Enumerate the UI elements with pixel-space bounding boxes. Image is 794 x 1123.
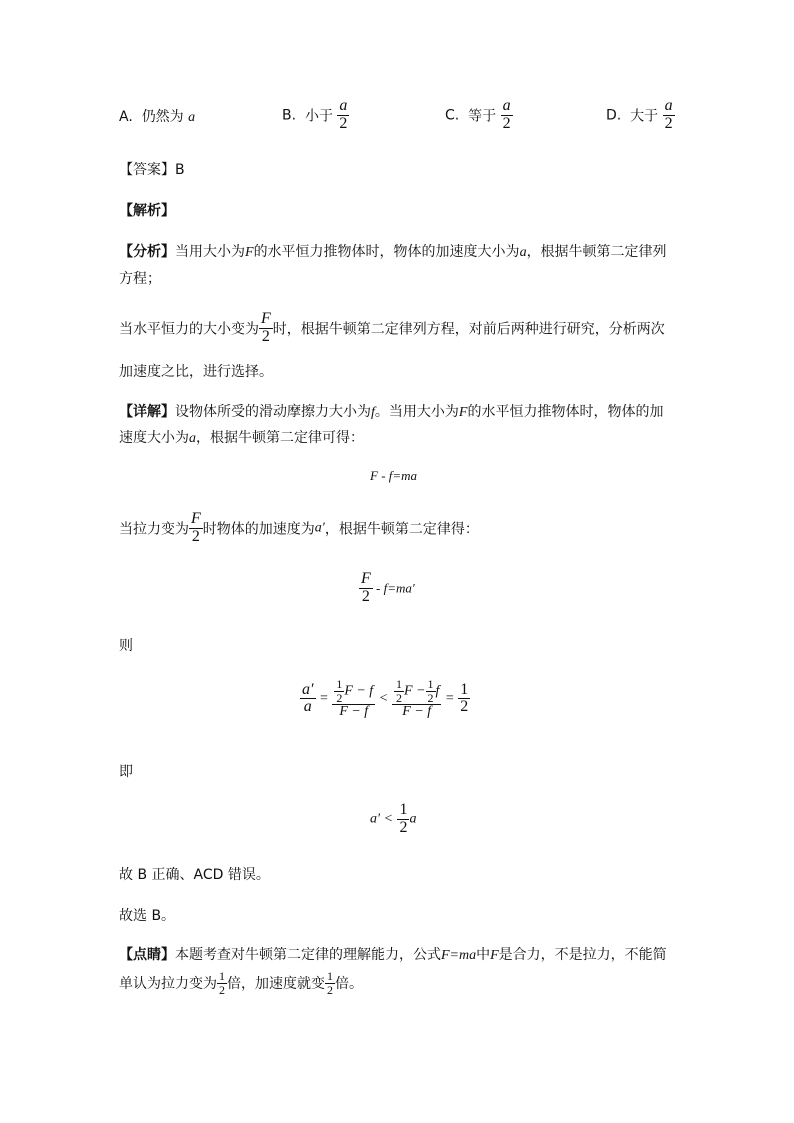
option-a: A. 仍然为 a [119, 109, 196, 125]
xiangjie-line-2: 速度大小为a，根据牛顿第二定律可得： [119, 430, 364, 446]
dianjing-line-1: 【点睛】本题考查对牛顿第二定律的理解能力，公式F=ma中F是合力，不是拉力，不能简 [119, 947, 667, 963]
dianjing-fraction-1: $\frac{1}{2}$ [219, 969, 225, 997]
conclusion-1: 故 B 正确、ACD 错误。 [119, 867, 270, 883]
analysis-heading: 【解析】 [119, 203, 175, 219]
ratio-equation: $\frac{a'}{a}$ = $\frac{1}{2}$ F − f F − f < $\frac{1}{2}$ F − $\frac{1}{2}$ f F − f = $\frac{1}{2}$ [302, 677, 469, 720]
equation-2: $\frac{F}{2}$ - f=ma′ [361, 570, 415, 605]
equation-2-fraction: $\frac{F}{2}$ [361, 570, 371, 605]
option-d: D. 大于 $\frac{a}{2}$ [606, 97, 673, 132]
inequality: a′ < $\frac{1}{2}$ a [370, 801, 417, 836]
fenxi-line-3: 当水平恒力的大小变为 $\frac{F}{2}$ 时，根据牛顿第二定律列方程，对前后两种进行研究，分析两次 [119, 310, 665, 345]
option-d-fraction: $\frac{a}{2}$ [664, 97, 673, 132]
ratio-term-2: $\frac{1}{2}$ F − $\frac{1}{2}$ f F − f [392, 678, 441, 720]
option-b-fraction: $\frac{a}{2}$ [339, 97, 348, 132]
xiangjie-line-3: 当拉力变为 $\frac{F}{2}$ 时物体的加速度为a′，根据牛顿第二定律得： [119, 510, 479, 545]
option-c: C. 等于 $\frac{a}{2}$ [445, 97, 511, 132]
inequality-fraction: $\frac{1}{2}$ [399, 801, 408, 836]
ratio-term-1: $\frac{1}{2}$ F − f F − f [332, 678, 375, 720]
answer-line: 【答案】B [119, 162, 185, 178]
equation-1: F - f=ma [370, 468, 418, 483]
fenxi-line-4: 加速度之比，进行选择。 [119, 364, 273, 380]
fenxi-fraction: $\frac{F}{2}$ [261, 310, 271, 345]
option-c-fraction: $\frac{a}{2}$ [502, 97, 511, 132]
ji-label: 即 [119, 764, 133, 780]
fenxi-line-2: 方程； [119, 271, 161, 287]
dianjing-line-2: 单认为拉力变为 $\frac{1}{2}$ 倍，加速度就变 $\frac{1}{2}$ 倍。 [119, 969, 363, 997]
ratio-lhs: $\frac{a'}{a}$ [302, 680, 314, 716]
ratio-result: $\frac{1}{2}$ [460, 680, 469, 716]
ze-label: 则 [119, 638, 133, 654]
xiangjie-fraction: $\frac{F}{2}$ [191, 510, 201, 545]
conclusion-2: 故选 B。 [119, 908, 176, 924]
option-b: B. 小于 $\frac{a}{2}$ [282, 97, 348, 132]
xiangjie-line-1: 【详解】设物体所受的滑动摩擦力大小为f。当用大小为F的水平恒力推物体时，物体的加 [119, 404, 664, 420]
fenxi-line-1: 【分析】当用大小为F的水平恒力推物体时，物体的加速度大小为a，根据牛顿第二定律列 [119, 244, 667, 260]
dianjing-fraction-2: $\frac{1}{2}$ [327, 969, 333, 997]
